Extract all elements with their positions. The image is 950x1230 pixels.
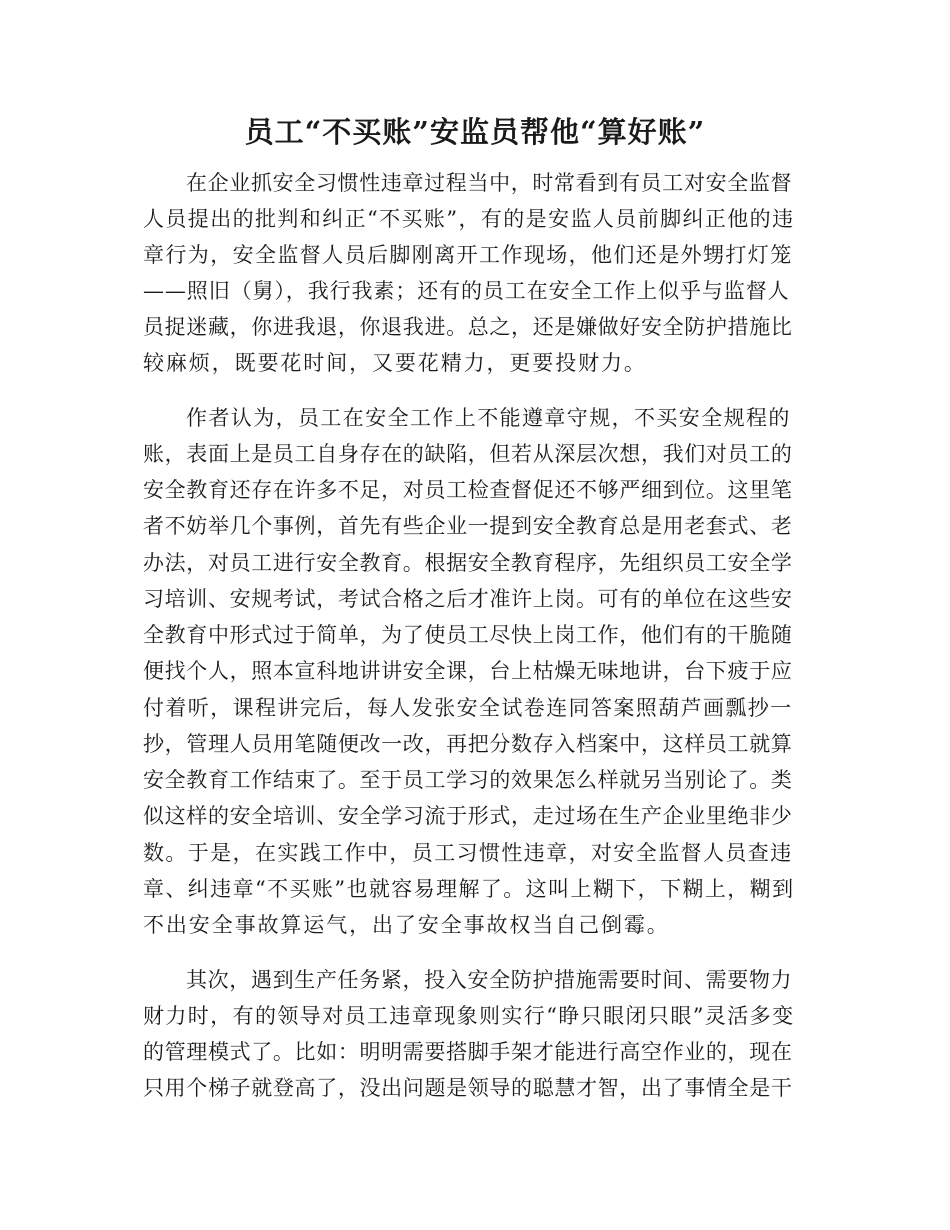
paragraph-2-line-6: 习培训、安规考试，考试合格之后才准许上岗。可有的单位在这些安 — [143, 587, 793, 611]
paragraph-2-line-9: 付着听，课程讲完后，每人发张安全试卷连同答案照葫芦画瓢抄一 — [143, 696, 793, 720]
paragraph-2-line-2: 账，表面上是员工自身存在的缺陷，但若从深层次想，我们对员工的 — [143, 442, 793, 466]
document-title: 员工“不买账”安监员帮他“算好账” — [244, 115, 706, 149]
paragraph-2-line-10: 抄，管理人员用笔随便改一改，再把分数存入档案中，这样员工就算 — [143, 732, 793, 756]
paragraph-2-line-12: 似这样的安全培训、安全学习流于形式，走过场在生产企业里绝非少 — [143, 804, 793, 828]
paragraph-2-line-4: 者不妨举几个事例，首先有些企业一提到安全教育总是用老套式、老 — [143, 514, 793, 538]
paragraph-1-line-5: 员捉迷藏，你进我退，你退我进。总之，还是嫌做好安全防护措施比 — [143, 315, 793, 339]
paragraph-1-line-6: 较麻烦，既要花时间，又要花精力，更要投财力。 — [143, 351, 647, 375]
paragraph-3-line-4: 只用个梯子就登高了，没出问题是领导的聪慧才智，出了事情全是干 — [143, 1076, 793, 1100]
paragraph-1-line-3: 章行为，安全监督人员后脚刚离开工作现场，他们还是外甥打灯笼 — [143, 243, 793, 267]
paragraph-1-line-1: 在企业抓安全习惯性违章过程当中，时常看到有员工对安全监督 — [186, 171, 793, 195]
paragraph-3-line-2: 财力时，有的领导对员工违章现象则实行“睁只眼闭只眼”灵活多变 — [143, 1004, 795, 1028]
paragraph-3-line-1: 其次，遇到生产任务紧，投入安全防护措施需要时间、需要物力 — [186, 968, 793, 992]
paragraph-2-line-8: 便找个人，照本宣科地讲讲安全课，台上枯燥无味地讲，台下疲于应 — [143, 659, 793, 683]
paragraph-3-line-3: 的管理模式了。比如：明明需要搭脚手架才能进行高空作业的，现在 — [143, 1040, 793, 1064]
paragraph-2-line-11: 安全教育工作结束了。至于员工学习的效果怎么样就另当别论了。类 — [143, 768, 793, 792]
paragraph-2-line-14: 章、纠违章“不买账”也就容易理解了。这叫上糊下，下糊上，糊到 — [143, 877, 795, 901]
paragraph-1-line-4: ——照旧（舅），我行我素；还有的员工在安全工作上似乎与监督人 — [143, 279, 790, 303]
paragraph-2-line-7: 全教育中形式过于简单，为了使员工尽快上岗工作，他们有的干脆随 — [143, 623, 793, 647]
paragraph-2-line-3: 安全教育还存在许多不足，对员工检查督促还不够严细到位。这里笔 — [143, 478, 793, 502]
paragraph-2-line-1: 作者认为，员工在安全工作上不能遵章守规，不买安全规程的 — [186, 406, 791, 430]
paragraph-2-line-5: 办法，对员工进行安全教育。根据安全教育程序，先组织员工安全学 — [143, 551, 793, 575]
paragraph-2-line-13: 数。于是，在实践工作中，员工习惯性违章，对安全监督人员查违 — [143, 841, 793, 865]
paragraph-2-line-15: 不出安全事故算运气，出了安全事故权当自己倒霉。 — [143, 913, 670, 937]
paragraph-1-line-2: 人员提出的批判和纠正“不买账”，有的是安监人员前脚纠正他的违 — [143, 207, 795, 231]
